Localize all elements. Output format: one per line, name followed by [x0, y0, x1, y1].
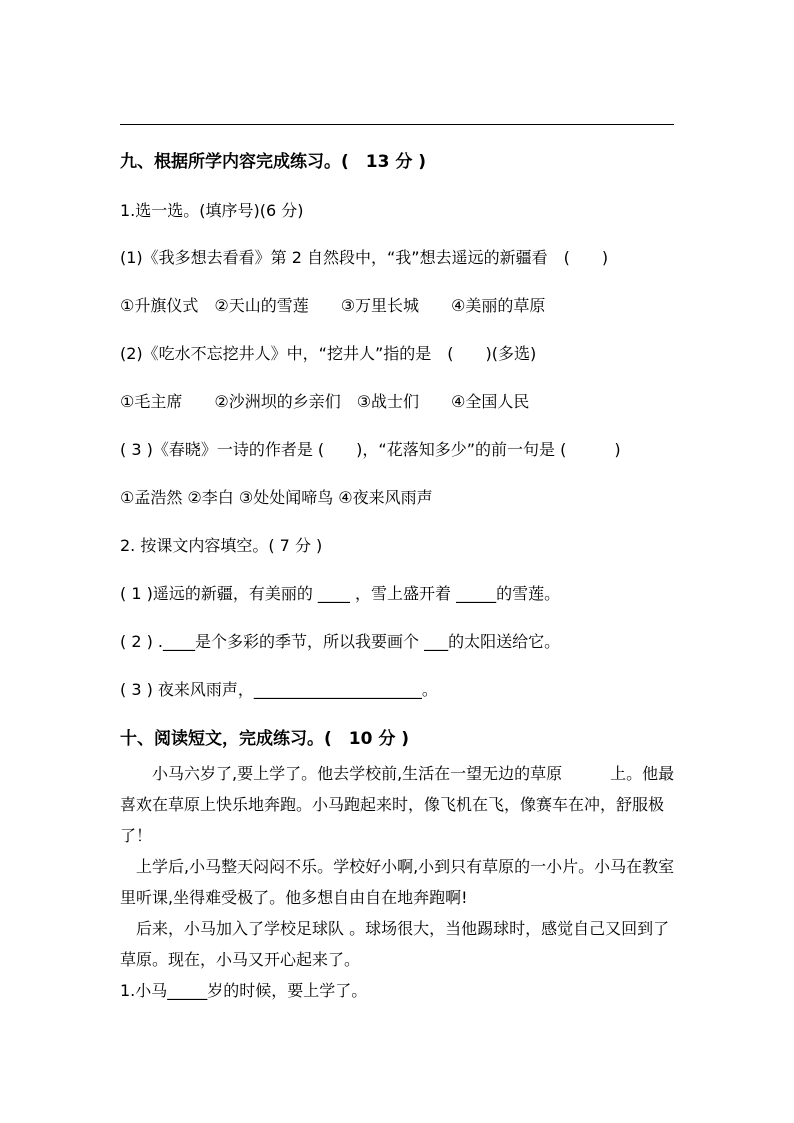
question-2-heading: 2. 按课文内容填空。( 7 分 ): [120, 536, 323, 555]
question-2-item-3: ( 3 ) 夜来风雨声，_____________________。: [120, 680, 438, 699]
reading-question-1: 1.小马_____岁的时候，要上学了。: [120, 981, 368, 1000]
section-9-title: 九、根据所学内容完成练习。( 13 分 ): [120, 152, 427, 172]
question-1-item-2-options: ①毛主席 ②沙洲坝的乡亲们 ③战士们 ④全国人民: [120, 392, 530, 411]
question-1-item-1: (1)《我多想去看看》第 2 自然段中，“我”想去遥远的新疆看 ( ): [120, 248, 609, 267]
header-rule: [120, 124, 674, 125]
question-1-item-3: ( 3 )《春晓》一诗的作者是 ( )，“花落知多少”的前一句是 ( ): [120, 440, 621, 459]
passage-paragraph: 小马六岁了,要上学了。他去学校前,生活在一望无边的草原 上。他最喜欢在草原上快乐地奔跑。小马跑起来时，像飞机在飞，像赛车在冲，舒服极了！: [120, 764, 675, 845]
passage-paragraph: 后来，小马加入了学校足球队 。球场很大，当他踢球时，感觉自己又回到了草原。现在，小马又开心起来了。: [120, 919, 670, 969]
section-10-title: 十、阅读短文，完成练习。( 10 分 ): [120, 729, 410, 749]
question-1-item-3-options: ①孟浩然 ②李白 ③处处闻啼鸟 ④夜来风雨声: [120, 488, 433, 507]
question-1-heading: 1.选一选。(填序号)(6 分): [120, 201, 304, 220]
question-2-item-2: ( 2 ) .____是个多彩的季节，所以我要画个 ___的太阳送给它。: [120, 632, 561, 651]
reading-passage: [120, 758, 676, 1006]
question-1-item-1-options: ①升旗仪式 ②天山的雪莲 ③万里长城 ④美丽的草原: [120, 296, 546, 315]
passage-paragraph: 上学后,小马整天闷闷不乐。学校好小啊,小到只有草原的一小片。小马在教室里听课,坐得难受极了。他多想自由自在地奔跑啊!: [120, 857, 675, 907]
question-1-item-2: (2)《吃水不忘挖井人》中，“挖井人”指的是 ( )(多选): [120, 344, 537, 363]
question-2-item-1: ( 1 )遥远的新疆，有美丽的 ____ ，雪上盛开着 _____的雪莲。: [120, 584, 561, 603]
